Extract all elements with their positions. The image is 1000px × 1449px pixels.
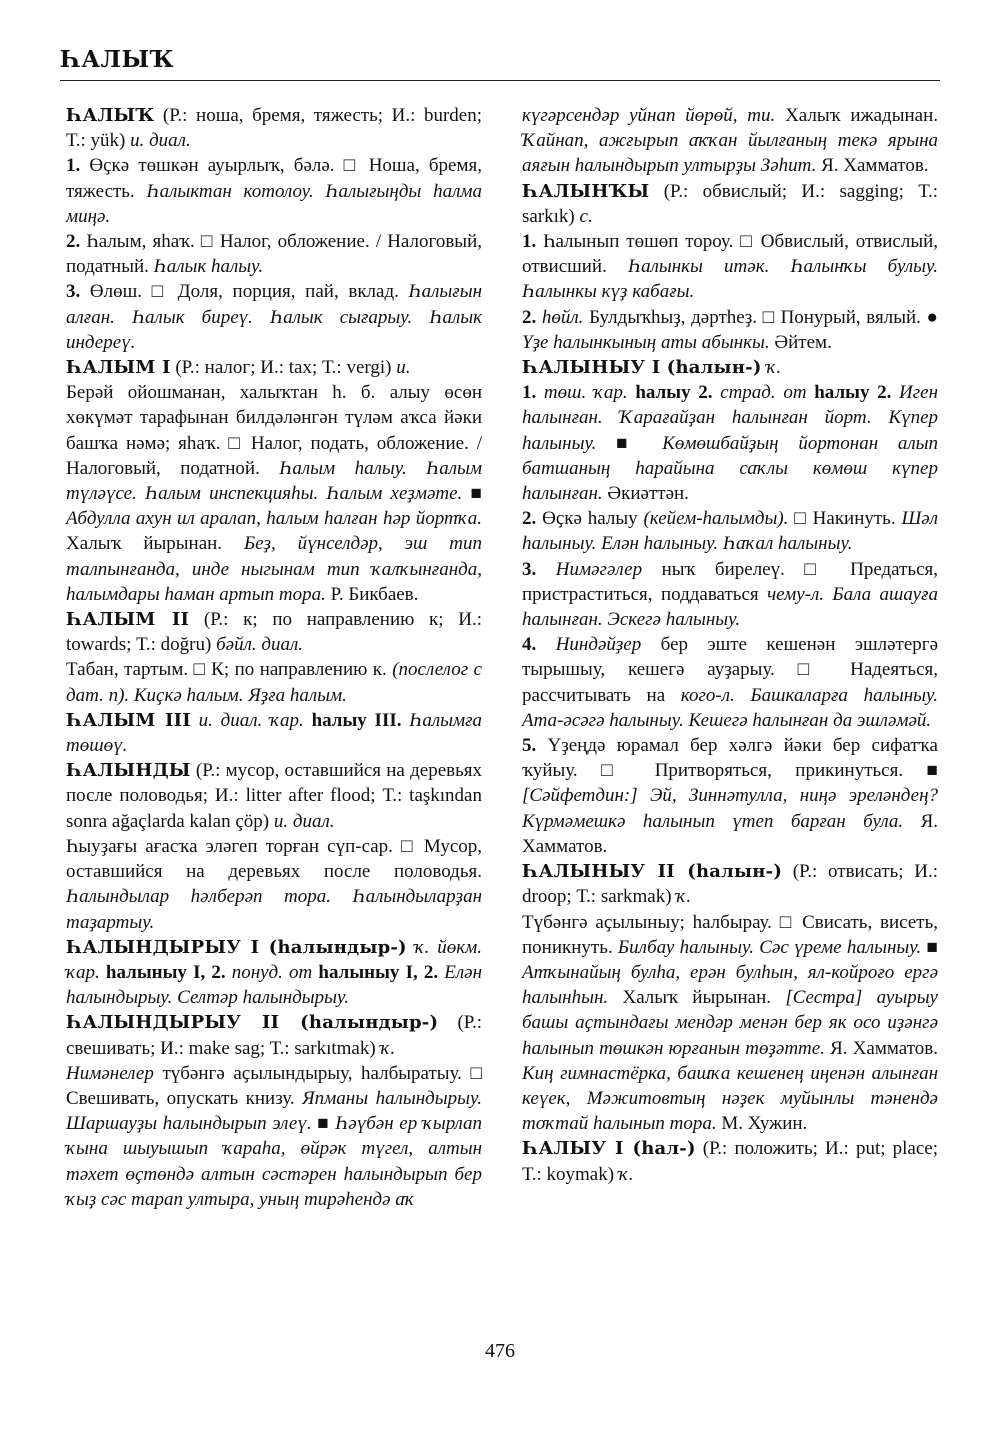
dictionary-entry-paragraph: ҺАЛЫНДЫРЫУ I (һалындыр-) ҡ. йөкм. ҡар. һалыныу I, 2. понуд. от һалыныу I, 2. Елән һалындырыу. Селтәр һалындырыу.	[66, 936, 482, 1009]
dictionary-entry-paragraph: ҺАЛЫМ III и. диал. ҡар. һалыу III. Һалымға төшөү.	[66, 709, 483, 757]
dictionary-entry-paragraph: ҺАЛЫНДЫРЫУ II (һалындыр-) (Р.: свешивать; И.: make sag; Т.: sarkıtmak) ҡ.	[66, 1012, 482, 1059]
dictionary-entry-paragraph: Берәй ойошманан, халыҡтан һ. б. алыу өсөн хөкүмәт тарафынан билдәләнгән түләм аҡса йәки башҡа нәмә; яһаҡ. □ Налог, подать, обложение. / Налоговый, податной. Һалым һалыу. Һалым түләүсе. Һалым инспекцияһы. Һалым хеҙмәте. ■ Абдулла ахун ил аралап, һалым һалған һәр йортҡа. Халыҡ йырынан. Беҙ, йүнселдәр, эш тип талпынғанда, инде ныгынам тип ҡалҡынғанда, һалымдары һаман артып тора. Р. Бикбаев.	[66, 382, 482, 605]
dictionary-entry-paragraph: ҺАЛЫНЫУ I (һалын-) ҡ.	[522, 357, 782, 379]
running-head: ҺАЛЫҠ	[60, 46, 175, 73]
dictionary-entry-paragraph: Нимәнелер түбәнгә аҫылындырыу, һалбыратыу. □ Свешивать, опускать книзу. Япманы һалындырыу. Шаршауҙы һалындырып элеү. ■ Һәүбән ер ҡырлап ҡына шыуышып ҡараһа, өйрәк түгел, алтын тәхет өҫтөндә алтын сәстәрен һалындырып бер ҡыҙ сәс тарап ултыра, уның тирәһендә аҡ	[66, 1062, 482, 1210]
page-number: 476	[485, 1340, 515, 1362]
dictionary-entry-paragraph: ҺАЛЫҠ (Р.: ноша, бремя, тяжесть; И.: burden; Т.: yük) и. диал.	[66, 105, 482, 152]
header-rule	[60, 80, 940, 81]
dictionary-entry-paragraph: Һыуҙағы ағасҡа эләгеп торған сүп-сар. □ Мусор, оставшийся на деревьях после половодья. Һалындылар һәлберәп тора. Һалындыларҙан таҙартыу.	[66, 835, 482, 933]
dictionary-entry-paragraph: Түбәнгә аҫылыныу; һалбырау. □ Свисать, висеть, поникнуть. Билбау һалыныу. Сәс үреме һалыныу. ■ Атҡынайың булһа, ерән булһын, ял-койроғо ергә һалынһын. Халыҡ йырынан. [Сестра] ауырыу башы аҫтындағы мендәр менән бер як осо иҙәнгә һалынып төшкән юрғанын төҙәтте. Я. Хамматов. Киң гимнастёрка, башҡа кешенең иңенән алынған кеүек, Мәжитовтың нәҙек муйынлы тәнендә тоҡтай һалынып тора. М. Хужин.	[522, 911, 938, 1135]
dictionary-entry-paragraph: 5. Үҙеңдә юрамал бер хәлгә йәки бер сифатҡа ҡуйыу. □ Притворяться, прикинуться. ■ [Сәйфетдин:] Эй, Зиннәтулла, ниңә эреләндең? Күрмәмешкә һалынып үтеп барған була. Я. Хамматов.	[522, 735, 938, 857]
dictionary-entry-paragraph: ҺАЛЫУ I (һал-) (Р.: положить; И.: put; place; Т.: koymak) ҡ.	[522, 1138, 938, 1185]
dictionary-entry-paragraph: 4. Ниндәйҙер бер эште кешенән эшләтергә тырышыу, кешегә ауҙарыу. □ Надеяться, рассчитывать на кого-л. Башкаларға һалыныу. Ата-әсәгә һалыныу. Кешегә һалынған да эшләмәй.	[522, 634, 939, 731]
dictionary-entry-paragraph: ҺАЛЫНҠЫ (Р.: обвислый; И.: sagging; Т.: sarkık) с.	[522, 180, 938, 227]
dictionary-entry-paragraph: күгәрсендәр уйнап йөрөй, ти. Халыҡ ижадынан. Ҡайнап, ажғырып аҡҡан йылғаның текә ярына аяғын һалындырып ултырҙы Зәһит. Я. Хамматов.	[522, 105, 939, 177]
dictionary-entry-paragraph: ҺАЛЫНЫУ II (һалын-) (Р.: отвисать; И.: droop; Т.: sarkmak) ҡ.	[522, 861, 939, 908]
dictionary-entry-paragraph: ҺАЛЫНДЫ (Р.: мусор, оставшийся на деревьях после половодья; И.: litter after flood; Т.: taşkından sonra ağaçlarda kalan çöp) и. диал.	[66, 760, 482, 832]
dictionary-entry-paragraph: 3. Нимәгәлер ныҡ бирелеү. □ Предаться, пристраститься, поддаваться чему-л. Бала ашауға һалынған. Эскегә һалыныу.	[522, 558, 939, 631]
dictionary-entry-paragraph: 2. Һалым, яһаҡ. □ Налог, обложение. / Налоговый, податный. Һалык һалыу.	[66, 231, 482, 278]
left-column	[66, 103, 482, 1212]
right-column	[522, 103, 938, 1187]
dictionary-entry-paragraph: 1. төш. ҡар. һалыу 2. страд. от һалыу 2. Иген һалынған. Ҡарағайҙан һалынған йорт. Күпер һалыныу. ■ Көмөшбайҙың йортонан алып батшаның һарайына саҡлы көмөш күпер һалынған. Әкиәттән.	[522, 382, 939, 505]
dictionary-entry-paragraph: 1. Өҫкә төшкән ауырлыҡ, бәлә. □ Ноша, бремя, тяжесть. Һалыктан котолоу. Һалығыңды һалма миңә.	[66, 155, 482, 227]
dictionary-entry-paragraph: 2. һөйл. Булдыҡһыҙ, дәртһеҙ. □ Понурый, вялый. ● Үҙе һалынкының аты абынкы. Әйтем.	[522, 306, 939, 353]
dictionary-entry-paragraph: ҺАЛЫМ I (Р.: налог; И.: tax; Т.: vergi) и.	[66, 357, 411, 379]
dictionary-entry-paragraph: 3. Өлөш. □ Доля, порция, пай, вклад. Һалығын алған. Һалык биреү. Һалык сығарыу. Һалык индереү.	[66, 281, 482, 353]
dictionary-entry-paragraph: Табан, тартым. □ К; по направлению к. (послелог с дат. п). Киҫкә һалым. Яҙға һалым.	[66, 659, 482, 706]
dictionary-entry-paragraph: 1. Һалынып төшөп тороу. □ Обвислый, отвислый, отвисший. Һалынкы итәк. Һалынҡы булыу. Һалынкы күҙ кабағы.	[522, 231, 939, 303]
dictionary-entry-paragraph: 2. Өҫкә һалыу (кейем-һалымды). □ Накинуть. Шәл һалыныу. Елән һалыныу. Һаҡал һалыныу.	[522, 508, 938, 555]
dictionary-entry-paragraph: ҺАЛЫМ II (Р.: к; по направлению к; И.: towards; Т.: doğru) бәйл. диал.	[66, 609, 482, 656]
